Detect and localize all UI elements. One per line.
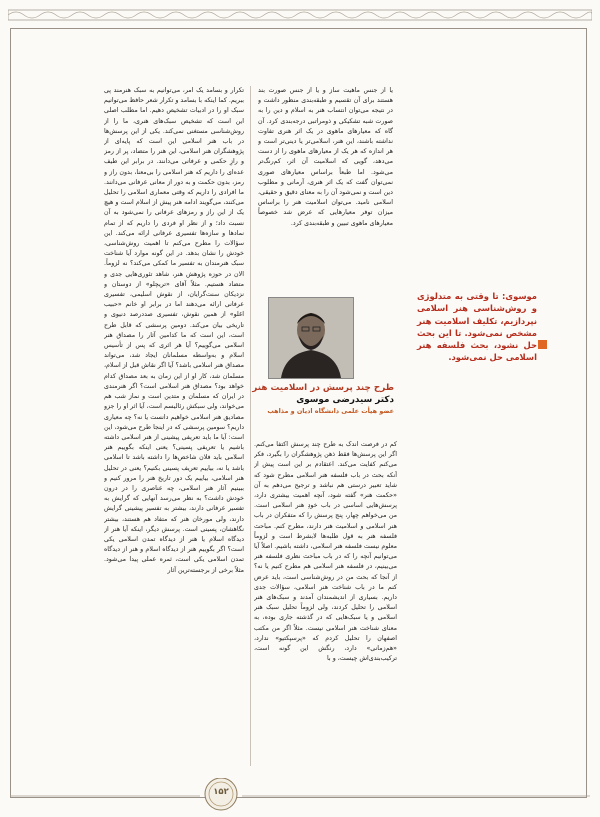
paragraph: کم در فرصت اندک به طرح چند پرسش اکتفا می‌کنم. اگر این پرسش‌ها فقط ذهن پژوهشگران را بگیرد، فکر می‌کنم کفایت می‌کند. اعتقادم بر این است پیش از آنکه بحث در باب فلسفه هنر اسلامی مطرح شود که شاید تعبیر درستی هم نباشد و ترجیح می‌دهم به آن «حکمت هنر» گفته شود، آنچه اهمیت بیشتری دارد، پرسش‌هایی اساسی در باب خودِ هنر اسلامی است. من می‌خواهم چهار، پنج پرسش را که متفکران در باب هنر اسلامی و اسلامیت هنر دارند، مطرح کنم. مباحث فلسفه هنر به قول طلبه‌ها لابشرط است و لزوماً معلوم نیست فلسفه هنر اسلامی، داشته باشیم. اصلاً آیا می‌توانیم آنچه را که در باب مباحث نظری فلسفه هنر می‌بینیم، در فلسفه هنر اسلامی هم مطرح کنیم یا نه؟ از آنجا که بحث من در روش‌شناسی است، باید عرض کنم ما در باب شناخت هنر اسلامی، سؤالات جدی داریم. بسیاری از اندیشمندان آمدند و سبک‌های هنر اسلامی را تحلیل کردند، ولی لزوماً تحلیل سبک هنر اسلامی و یا سبک‌هایی که در گذشته جاری بوده، به معنای شناخت هنر اسلامی نیست. مثلاً اگر من مکتب اصفهان را تحلیل کردم که «پرسپکتیو» ندارد، «هم‌زمانی» دارد، رنگش این گونه است، ترکیب‌بندی‌اش چیست، و با — [254, 441, 397, 663]
pull-quote: موسوی: تا وقتی به متدلوژی و روش‌شناسی هنر اسلامی نپردازیم، تکلیف اسلامیت هنر مشخص نمی‌شود. تا این بحث حل نشود، بحث فلسفه هنر اسلامی حل نمی‌شود. — [417, 291, 537, 363]
author-name: دکتر سیدرضی موسوی — [296, 395, 394, 405]
article-caption — [244, 382, 394, 416]
paragraph: تکرار و بسامد یک امر، می‌توانیم به سبک هنرمند پی ببریم. کما اینکه با بسامد و تکرار شعر حافظ می‌توانیم سبک او را در ادبیات تشخیص دهیم. اما مطلب اصلی این است که تشخیص سبک‌های هنری، ما را از روش‌شناسی مستغنی نمی‌کند. یکی از این پرسش‌ها در باب هنر اسلامی این است که پایه‌ای از پژوهشگران هنر اسلامی، این هنر را متضاد، پر از رمز و رازِ حکمی و عرفانی می‌دانند. در برابر این طیف عده‌ای را داریم که هنر اسلامی را بی‌معنا، بدون راز و رمز، بدون حکمت و به دور از معانی عرفانی می‌دانند. ما افرادی را داریم که وقتی معماری اسلامی را تحلیل می‌کنند، می‌گویند ادامه هنر پیش از اسلام است و هیچ یک از این راز و رمزهای عرفانی را نمی‌شود به آن نسبت داد؛ و از نظر او فردی را داریم که از تمام نمادها و سازه‌ها تفسیری عرفانی ارائه می‌کند. این سؤالات را مطرح می‌کنم تا اهمیت روش‌شناسی، خودش را نشان بدهد. در این گونه موارد آیا شناخت سبک هنرمندان به تفسیر ما کمکی می‌کند؟ نه لزوماً. الان در حوزه پژوهش هنر، شاهد تئوری‌هایی جدی و متضاد هستیم. مثلاً آقای «تریچلو» از دوستان و نزدیکان سنت‌گرایان، از نقوش اسلیمی، تفسیری عرفانی ارائه می‌دهند اما در برابر او خانم «حبیب اغلو» از همین نقوش، تفسیری صددرصد دنیوی و تاریخی بیان می‌کند. دومین پرسشی که قابل طرح است، این است که ما کدامین آثار را مصداق هنر اسلامی می‌گوییم؟ آیا هر اثری که پس از تأسیس اسلام و به‌واسطه مسلمانان ایجاد شد، می‌تواند مصداق هنر اسلامی باشد؟ آیا اگر نقاش قبل از اسلام، مسلمان شد، کار او از این زمان به بعد مصداق کدام خواهد بود؟ مصداق هنر اسلامی است؟ اگر هنرمندی در ایران که مسلمان و متدین است و نماز شب هم می‌خواند، ولی سبکش رئالیسم است، آیا اثر او را جزو مصادیق هنر اسلامی خواهیم دانست یا نه؟ چه معیاری داریم؟ سومین پرسشی که در اینجا طرح می‌شود، این است: آیا ما باید تعریفی پیشینی از هنر اسلامی داشته باشیم یا تعریفی پسینی؟ یعنی اینکه بگوییم هنر اسلامی باید فلان شاخص‌ها را داشته باشد تا اسلامی باشد یا نه، بیاییم تعریف پسینی بکنیم؟ یعنی در تحلیل هنر اسلامی، بیاییم یک دور تاریخ هنر را مرور کنیم و ببینیم آثار هنر اسلامی، چه عناصری را در درون خودش داشت؟ به نظر می‌رسد آنهایی که گرایش به تفسیر عرفانی دارند، بیشتر به تفسیر پیشینی گرایش دارند، ولی مورخان هنر که متفاد هم هستند، بیشتر نگاهشان، پسینی است. پرسش دیگر، اینکه آیا هنر از دیدگاه اسلام یا هنر از دیدگاه تمدن اسلامی یکی است؟ اگر بگوییم هنر از دیدگاه اسلام و هنر از دیدگاه تمدن اسلامی یکی است، ثمره عملی پیدا می‌شود. مثلاً برخی از برجسته‌ترین آثار — [104, 87, 244, 574]
paragraph: یا از جنس ماهیت ساز و یا از جنس صورت بند هستند برای آن تقسیم و طبقه‌بندی منظور داشت و در نتیجه می‌توان انتساب هنر به اسلام و دین را به صورت شبه تشکیکی و ذومراتبی درجه‌بندی کرد. آن گاه که معیارهای ماهوی در یک اثر هنری تفاوت نداشته باشند، این هنر، اسلامی‌تر یا دینی‌تر است و هر اندازه که هر یک از معیارهای ماهوی را از دست می‌دهد، گویی که اسلامیت آن اثر، کم‌رنگ‌تر می‌شود. اما طبعاً براساس معیارهای صوری نمی‌توان گفت که یک اثر هنری، آرمانی و مطلوب دین است و نمی‌شود آن را به معنای دقیق و حقیقی، اسلامی نامید. می‌توان اسلامیت هنر را براساس میزان توفر معیارهایی که عرض شد خصوصاً معیارهای ماهوی تبیین و طبقه‌بندی کرد. — [258, 87, 393, 227]
article-column-right-bottom — [254, 440, 397, 758]
page-number: ۱۵۲ — [213, 787, 229, 797]
article-column-left — [104, 86, 244, 766]
article-title: طرح چند پرسش در اسلامیت هنر — [252, 383, 394, 393]
column-divider — [250, 86, 251, 766]
square-bullet-icon — [538, 340, 547, 349]
top-border-ornament — [8, 6, 592, 24]
author-role: عضو هیأت علمی دانشگاه ادیان و مذاهب — [267, 407, 394, 415]
article-column-right-top — [258, 86, 393, 286]
bottom-border-ornament — [0, 778, 600, 814]
author-photo — [268, 297, 354, 379]
